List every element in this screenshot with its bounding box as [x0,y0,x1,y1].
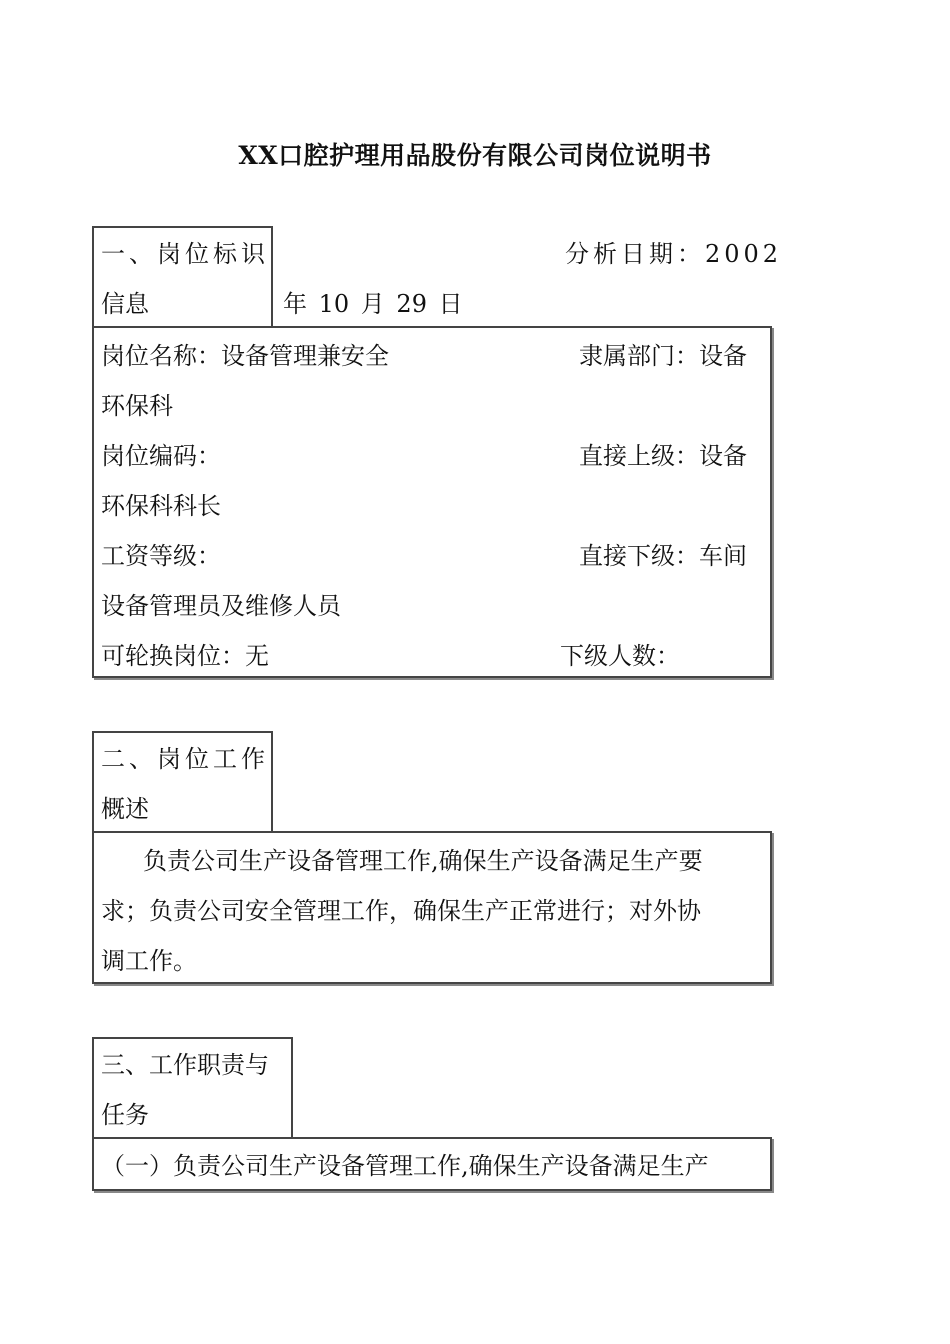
section1-header-line1: 一、岗位标识 [101,240,269,268]
superior-line1: 直接上级：设备 [579,442,747,470]
duty-item-1: （一）负责公司生产设备管理工作,确保生产设备满足生产 [101,1152,709,1180]
section3-header-line2: 任务 [101,1101,149,1129]
summary-line3: 调工作。 [101,947,197,975]
rotation-field: 可轮换岗位：无 [101,642,269,670]
section2-header-line2: 概述 [101,795,149,823]
position-name-line1: 岗位名称：设备管理兼安全 [101,342,389,370]
position-code-field: 岗位编码： [101,442,221,470]
superior-line2: 环保科科长 [101,492,221,520]
department-field: 隶属部门：设备 [579,342,747,370]
analysis-date-line1: 分析日期：2002 [565,240,783,268]
subordinate-line2: 设备管理员及维修人员 [101,592,341,620]
subordinate-count-field: 下级人数： [560,642,680,670]
summary-line2: 求；负责公司安全管理工作，确保生产正常进行；对外协 [101,897,701,925]
section3-header-line1: 三、工作职责与 [101,1051,269,1079]
document-title: XX口腔护理用品股份有限公司岗位说明书 [238,141,712,170]
summary-line1: 负责公司生产设备管理工作,确保生产设备满足生产要 [143,847,703,875]
salary-grade-field: 工资等级： [101,542,221,570]
section1-header-line2: 信息 [101,290,149,318]
position-name-line2: 环保科 [101,392,173,420]
analysis-date-line2: 年 10 月 29 日 [283,290,463,318]
section2-header-line1: 二、岗位工作 [101,745,269,773]
subordinate-line1: 直接下级：车间 [579,542,747,570]
